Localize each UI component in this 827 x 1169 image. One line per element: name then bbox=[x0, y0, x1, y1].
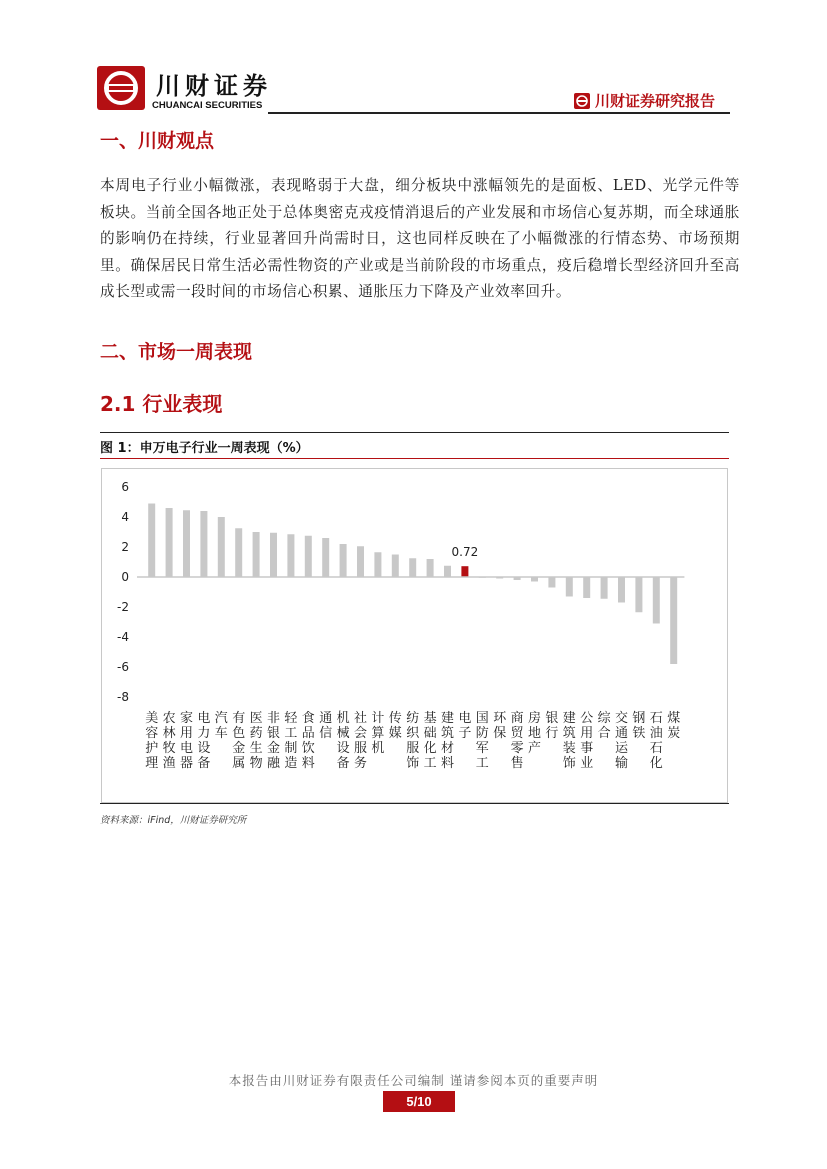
data-label-highlight: 0.72 bbox=[451, 545, 479, 560]
bar-美容护理 bbox=[148, 504, 155, 578]
page-number: 5/10 bbox=[383, 1091, 455, 1112]
x-category-label: 基础化工 bbox=[423, 711, 437, 771]
figure-source: 资料来源：iFind，川财证券研究所 bbox=[100, 815, 247, 826]
x-category-label: 公用事业 bbox=[580, 711, 594, 771]
bar-纺织服饰 bbox=[409, 558, 416, 577]
x-category-label: 机械设备 bbox=[336, 711, 350, 771]
y-tick-label: -8 bbox=[117, 690, 129, 704]
report-tag-label: 川财证券研究报告 bbox=[595, 92, 716, 110]
bar-非银金融 bbox=[270, 533, 277, 577]
x-category-label: 电力设备 bbox=[197, 711, 211, 771]
bar-计算机 bbox=[374, 552, 381, 577]
x-category-label: 纺织服饰 bbox=[406, 711, 420, 771]
bar-机械设备 bbox=[340, 544, 347, 577]
x-category-label: 房地产 bbox=[527, 711, 542, 756]
heading-market: 二、市场一周表现 bbox=[100, 341, 253, 363]
x-category-label: 建筑装饰 bbox=[562, 711, 576, 771]
x-category-label: 有色金属 bbox=[232, 711, 246, 771]
y-tick-label: 6 bbox=[121, 480, 129, 494]
bar-轻工制造 bbox=[287, 534, 294, 577]
x-category-label: 建筑材料 bbox=[440, 711, 455, 771]
bar-银行 bbox=[548, 577, 555, 588]
x-category-label: 传媒 bbox=[388, 711, 402, 741]
logo-mini-icon bbox=[574, 93, 590, 109]
bar-通信 bbox=[322, 538, 329, 577]
bar-钢铁 bbox=[635, 577, 642, 612]
bar-电子 bbox=[461, 566, 468, 577]
bar-交通运输 bbox=[618, 577, 625, 603]
brand-name-cn: 川财证券 bbox=[156, 72, 272, 100]
x-category-label: 国防军工 bbox=[475, 711, 489, 771]
y-tick-label: 2 bbox=[121, 540, 129, 554]
bar-食品饮料 bbox=[305, 536, 312, 577]
x-category-label: 银行 bbox=[545, 711, 559, 741]
bar-有色金属 bbox=[235, 528, 242, 577]
x-category-label: 汽车 bbox=[214, 711, 228, 741]
bar-汽车 bbox=[218, 517, 225, 577]
bar-综合 bbox=[601, 577, 608, 599]
y-tick-label: -4 bbox=[117, 630, 129, 644]
company-logo bbox=[97, 66, 145, 110]
bar-煤炭 bbox=[670, 577, 677, 664]
figure-title: 图 1：申万电子行业一周表现（%） bbox=[100, 441, 309, 456]
bar-公用事业 bbox=[583, 577, 590, 598]
x-category-label: 食品饮料 bbox=[301, 711, 315, 771]
x-category-label: 医药生物 bbox=[249, 711, 263, 771]
x-category-label: 综合 bbox=[597, 711, 611, 741]
bar-家用电器 bbox=[183, 510, 190, 577]
y-tick-label: 4 bbox=[121, 510, 129, 524]
bar-传媒 bbox=[392, 555, 399, 578]
y-tick-label: 0 bbox=[121, 570, 129, 584]
footer-disclaimer: 本报告由川财证券有限责任公司编制 谨请参阅本页的重要声明 bbox=[228, 1073, 599, 1088]
x-category-label: 家用电器 bbox=[179, 711, 194, 771]
brand-name-en: CHUANCAI SECURITIES bbox=[152, 100, 263, 111]
bar-建筑材料 bbox=[444, 566, 451, 577]
y-tick-label: -6 bbox=[117, 660, 129, 674]
x-category-label: 社会服务 bbox=[353, 711, 368, 771]
bar-农林牧渔 bbox=[166, 508, 173, 577]
x-category-label: 煤炭 bbox=[667, 711, 681, 741]
figure-top-rule bbox=[100, 432, 729, 433]
x-category-label: 轻工制造 bbox=[284, 711, 298, 771]
x-category-label: 商贸零售 bbox=[510, 711, 524, 771]
x-category-label: 农林牧渔 bbox=[162, 711, 176, 771]
figure-title-rule bbox=[100, 458, 729, 459]
x-category-label: 交通运输 bbox=[614, 711, 629, 771]
figure-bottom-rule bbox=[100, 803, 729, 804]
x-category-label: 美容护理 bbox=[145, 711, 159, 771]
header-divider bbox=[268, 112, 730, 114]
bar-社会服务 bbox=[357, 546, 364, 577]
x-category-label: 石油石化 bbox=[649, 711, 663, 771]
bar-医药生物 bbox=[253, 532, 260, 577]
x-category-label: 通信 bbox=[319, 711, 333, 741]
bar-基础化工 bbox=[427, 559, 434, 577]
x-category-label: 环保 bbox=[493, 711, 507, 741]
x-category-label: 电子 bbox=[458, 711, 472, 741]
chart-canvas bbox=[101, 468, 728, 803]
industry-bar-chart bbox=[101, 468, 728, 803]
x-category-label: 钢铁 bbox=[632, 711, 646, 741]
bar-电力设备 bbox=[200, 511, 207, 577]
bar-石油石化 bbox=[653, 577, 660, 624]
heading-views: 一、川财观点 bbox=[100, 130, 215, 152]
x-category-label: 计算机 bbox=[371, 711, 385, 756]
report-tag bbox=[574, 90, 715, 111]
x-category-label: 非银金融 bbox=[266, 711, 281, 771]
y-tick-label: -2 bbox=[117, 600, 129, 614]
heading-industry: 2.1 行业表现 bbox=[100, 392, 223, 416]
views-paragraph: 本周电子行业小幅微涨，表现略弱于大盘，细分板块中涨幅领先的是面板、LED、光学元件等板块。当前全国各地正处于总体奥密克戎疫情消退后的产业发展和市场信心复苏期，而全球通胀的影响仍在持续，行业显著回升尚需时日，这也同样反映在了小幅微涨的行情态势、市场预期里。确保居民日常生活必需性物资的产业或是当前阶段的市场重点，疫后稳增长型经济回升至高成长型或需一段时间的市场信心积累、通胀压力下降及产业效率回升。 bbox=[100, 177, 740, 300]
bar-建筑装饰 bbox=[566, 577, 573, 597]
